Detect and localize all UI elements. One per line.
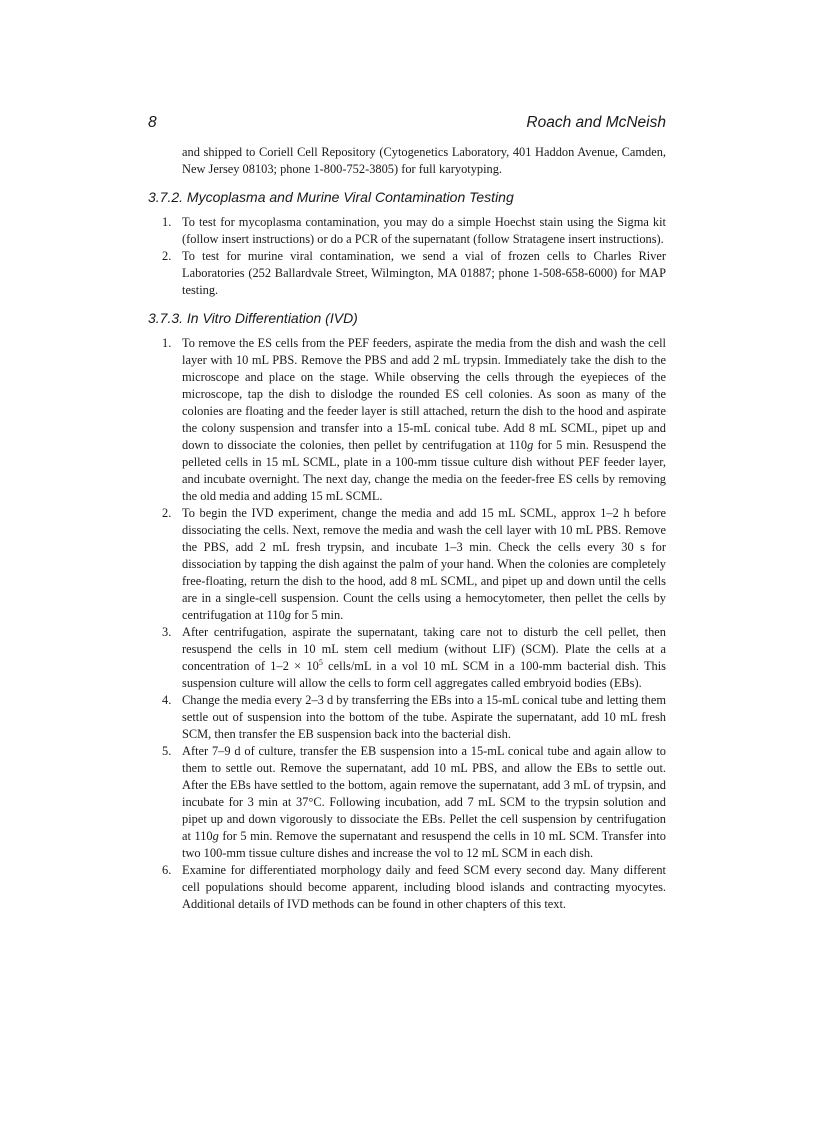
item-number: 1. [162, 336, 172, 350]
item-number: 5. [162, 744, 172, 758]
list-372 [148, 214, 666, 299]
item-text: To test for murine viral contamination, we send a vial of frozen cells to Charles River Laboratories (252 Ballardvale Street, Wilmington, MA 01887; phone 1-508-658-6000) for MAP testing. [182, 249, 666, 297]
item-text: To begin the IVD experiment, change the media and add 15 mL SCML, approx 1–2 h before dissociating the cells. Next, remove the media and wash the cell layer with 10 mL PBS. Remove the PBS, add 2 mL fresh trypsin, and incubate 1–3 min. Check the cells every 30 s for dissociation by tapping the dish against the palm of your hand. When the colonies are completely free-floating, return the dish to the hood, add 8 mL SCML, and pipet up and down until the cells are in a single-cell suspension. Count the cells using a hemocytometer, then pellet the cells by centrifugation at 110g for 5 min. [182, 506, 666, 622]
running-head [148, 114, 666, 136]
list-item [148, 248, 666, 299]
item-text: Change the media every 2–3 d by transferring the EBs into a 15-mL conical tube and letting them settle out of suspension into the bottom of the tube. Aspirate the supernatant, add 10 mL fresh SCM, then transfer the EB suspension back into the bacterial dish. [182, 693, 666, 741]
list-item [148, 692, 666, 743]
exponent: 5 [318, 657, 323, 667]
item-text: After 7–9 d of culture, transfer the EB suspension into a 15-mL conical tube and again allow to them to settle out. Remove the supernatant, add 10 mL PBS, and allow the EBs to settle out. After the EBs have settled to the bottom, again remove the supernatant, add 3 mL of trypsin, and incubate for 3 min at 37°C. Following incubation, add 7 mL SCM to the trypsin solution and pipet up and down vigorously to dissociate the EBs. Pellet the cell suspension by centrifugation at 110g for 5 min. Remove the supernatant and resuspend the cells in 10 mL SCM. Transfer into two 100-mm tissue culture dishes and increase the vol to 12 mL SCM in each dish. [182, 744, 667, 860]
list-item [148, 624, 666, 692]
item-number: 4. [162, 693, 172, 707]
item-number: 6. [162, 863, 172, 877]
intro-paragraph: and shipped to Coriell Cell Repository (Cytogenetics Laboratory, 401 Haddon Avenue, Camden, New Jersey 08103; phone 1-800-752-3805) for full karyotyping. [182, 145, 666, 176]
section-heading-372: 3.7.2. Mycoplasma and Murine Viral Contamination Testing [148, 189, 514, 205]
item-text: To test for mycoplasma contamination, you may do a simple Hoechst stain using the Sigma kit (follow insert instructions) or do a PCR of the supernatant (follow Stratagene insert instructions). [182, 215, 666, 246]
section-heading-373: 3.7.3. In Vitro Differentiation (IVD) [148, 310, 358, 326]
list-item [148, 743, 666, 862]
unit-g: g [212, 829, 219, 843]
list-373 [148, 335, 666, 913]
item-number: 1. [162, 215, 172, 229]
item-number: 2. [162, 249, 172, 263]
item-text: To remove the ES cells from the PEF feeders, aspirate the media from the dish and wash the cell layer with 10 mL PBS. Remove the PBS and add 2 mL trypsin. Immediately take the dish to the microscope and place on the stage. While observing the cells through the eyepieces of the microscope, tap the dish to dislodge the rounded ES cell colonies. As soon as many of the colonies are floating and the feeder layer is still attached, return the dish to the hood and aspirate the colony suspension and transfer into a 15-mL conical tube. Add 8 mL SCML, pipet up and down to dissociate the colonies, then pellet by centrifugation at 110g for 5 min. Resuspend the pelleted cells in 15 mL SCML, plate in a 100-mm tissue culture dish without PEF feeder layer, and incubate overnight. The next day, change the media on the feeder-free ES cells by removing the old media and adding 15 mL SCML. [182, 336, 666, 503]
item-text: After centrifugation, aspirate the supernatant, taking care not to disturb the cell pellet, then resuspend the cells in 10 mL stem cell medium (without LIF) (SCM). Plate the cells at a concentration of $1-2 \times 10^5$ cells/mL in a vol 10 mL SCM in a 100-mm bacterial dish. This suspension culture will allow the cells to form cell aggregates called embryoid bodies (EBs). [182, 625, 666, 690]
item-text: Examine for differentiated morphology daily and feed SCM every second day. Many different cell populations should become apparent, including blood islands and contracting myocytes. Additional details of IVD methods can be found in other chapters of this text. [182, 863, 666, 911]
running-head-authors: Roach and McNeish [526, 114, 666, 131]
list-item [148, 335, 666, 505]
list-item [148, 862, 666, 913]
item-number: 2. [162, 506, 172, 520]
unit-g: g [284, 608, 291, 622]
page-number: 8 [148, 114, 157, 131]
item-number: 3. [162, 625, 172, 639]
list-item [148, 505, 666, 624]
unit-g: g [527, 438, 534, 452]
list-item [148, 214, 666, 248]
page [148, 114, 666, 913]
